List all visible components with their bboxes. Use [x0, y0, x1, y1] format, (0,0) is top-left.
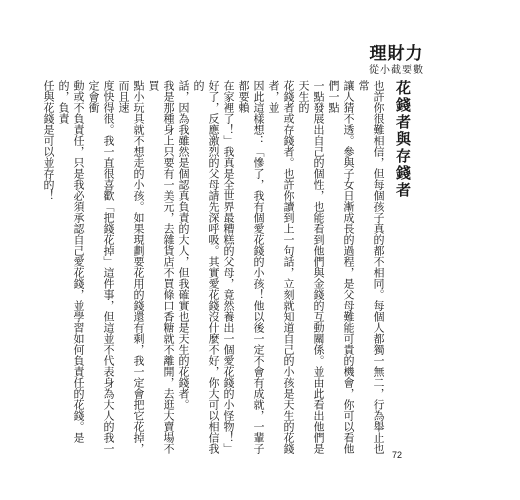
text-line: 任與花錢是可以並存的！ — [42, 80, 55, 201]
text-line: 讓人猜不透。參與子女日漸成長的過程，是父母難能可貴的機會，你可以看他們一點 — [327, 80, 355, 454]
text-line: 我是那種身上只要有一美元，去雜貨店不買條口香糖就不離開，去逛大賣場不買 — [147, 80, 175, 454]
text-line: 度快得很。我一直很喜歡「把錢花掉」這件事，但這並不代表身為大人的我一定會衝 — [87, 80, 115, 454]
book-subtitle: 從小截要數 — [369, 65, 424, 76]
text-line: 花錢者或存錢者。也許你讀到上一句話，立刻就知道自己的小孩是天生的花錢者，並 — [267, 80, 295, 454]
text-line: 好了，反應激烈的父母請先深呼吸。其實愛花錢沒什麼不好，你大可以相信我的 — [192, 80, 220, 454]
book-title: 理財力 — [369, 44, 424, 64]
page-number: 72 — [391, 450, 402, 460]
running-header — [369, 44, 424, 77]
text-line: 因此這樣想：「慘了，我有個愛花錢的小孩！他以後一定不會有成就，一輩子都要賴 — [237, 80, 265, 454]
section-title: 花錢者與存錢者 — [394, 80, 412, 199]
text-line: 話，因為我雖然是個認真負責的大人，但我確實也是天生的花錢者。 — [177, 80, 190, 410]
text-line: 在家裡了！」我真是全世界最糟糕的父母，竟然養出一個愛花錢的小怪物！」 — [222, 80, 235, 454]
text-line: 也許你很難相信，但每個孩子真的都不相同。每個人都獨一無二，行為舉止也常 — [357, 80, 385, 454]
text-line: 點小玩具就不想走的小孩。如果現劃要花用的錢還有剩，我一定會把它花掉，而且速 — [117, 80, 145, 454]
text-line: 動或不負責任，只是我必須承認自己愛花錢，並學習如何負責任的花錢。是的，負責 — [57, 80, 85, 443]
text-line: 一點發展出自己的個性，也能看到他們與金錢的互動關係。並由此看出他們是天生的 — [297, 80, 325, 454]
body-text — [42, 80, 386, 462]
